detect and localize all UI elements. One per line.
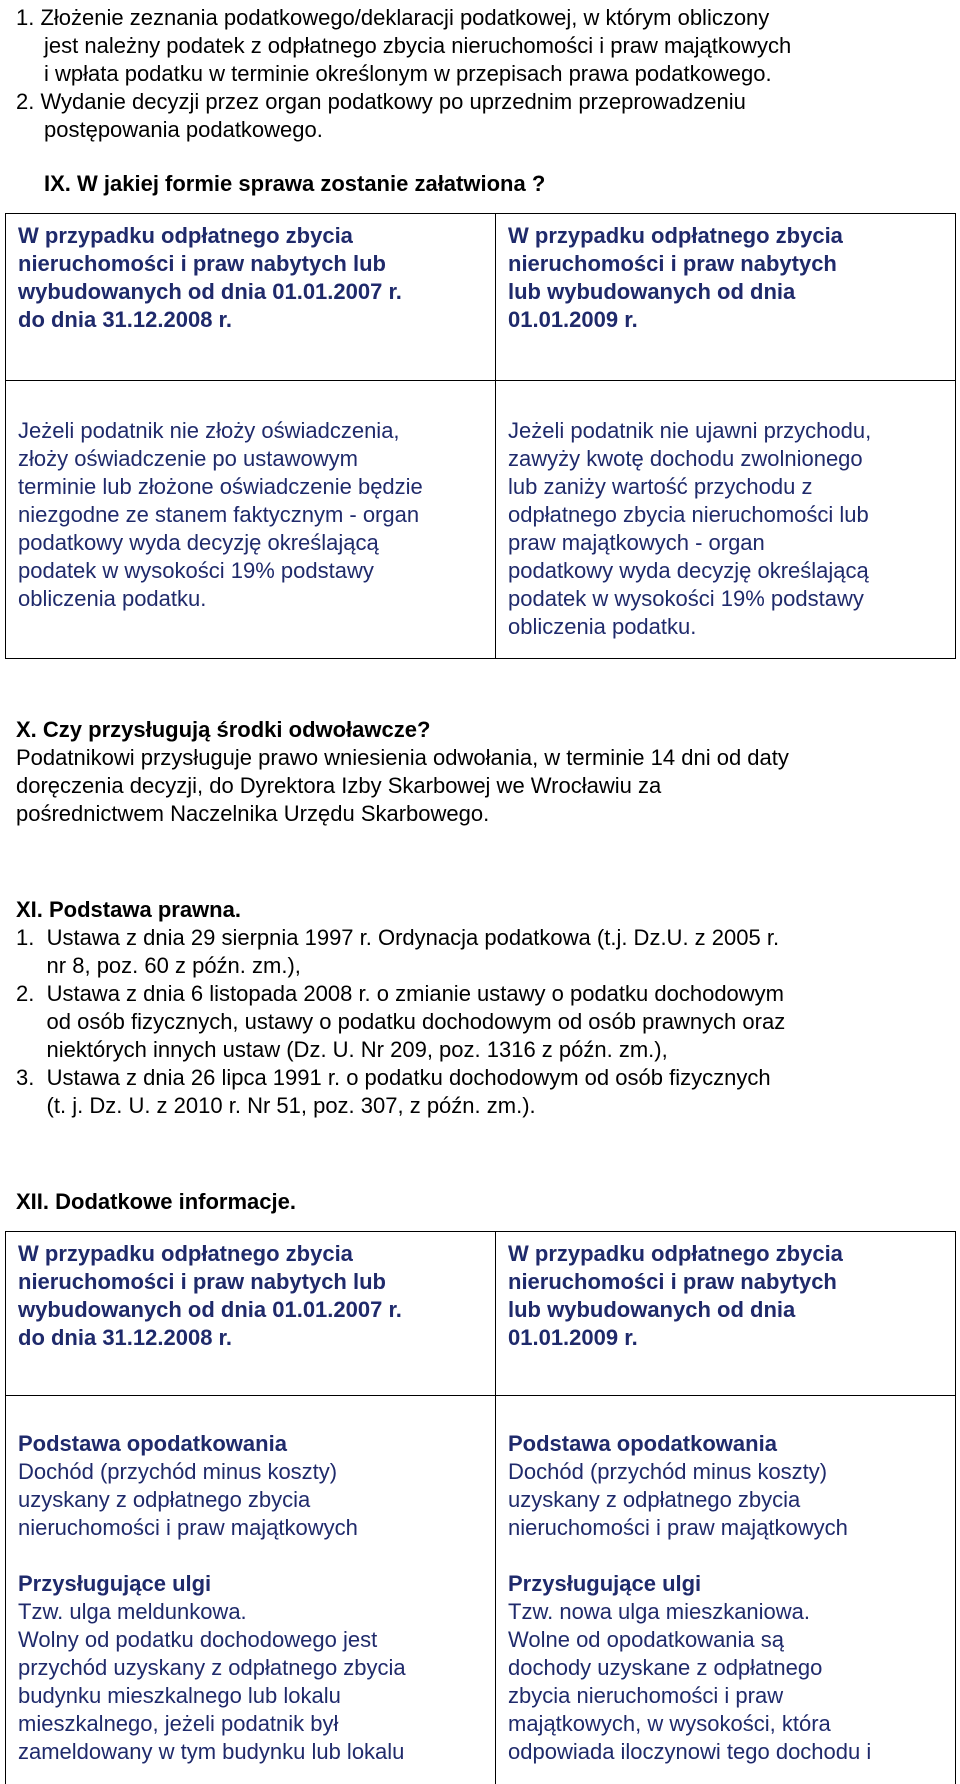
header-line: 01.01.2009 r.	[508, 307, 638, 332]
section-xii-table	[5, 1231, 956, 1784]
legal-item-2-line-3: niektórych innych ustaw (Dz. U. Nr 209, poz. 1316 z późn. zm.),	[16, 1037, 668, 1062]
body-line: podatek w wysokości 19% podstawy	[18, 558, 374, 583]
header-line: W przypadku odpłatnego zbycia	[18, 1241, 353, 1266]
legal-item-2-line-1: 2. Ustawa z dnia 6 listopada 2008 r. o zmianie ustawy o podatku dochodowym	[16, 981, 785, 1006]
section-ix-body-row	[6, 381, 956, 659]
relief-title: Przysługujące ulgi	[508, 1571, 702, 1596]
header-line: do dnia 31.12.2008 r.	[18, 307, 233, 332]
legal-item-1-line-1: 1. Ustawa z dnia 29 sierpnia 1997 r. Ordynacja podatkowa (t.j. Dz.U. z 2005 r.	[16, 925, 780, 950]
section-ix-header-right	[496, 214, 956, 381]
body-line: Jeżeli podatnik nie ujawni przychodu,	[508, 418, 872, 443]
intro-item-2-line-2: postępowania podatkowego.	[44, 117, 323, 142]
body-line: podatkowy wyda decyzję określającą	[508, 558, 869, 583]
header-line: nieruchomości i praw nabytych lub	[18, 251, 386, 276]
relief-line: Wolne od opodatkowania są	[508, 1627, 785, 1652]
section-x-line-3: pośrednictwem Naczelnika Urzędu Skarbowego.	[16, 801, 490, 826]
header-line: 01.01.2009 r.	[508, 1325, 638, 1350]
header-line: wybudowanych od dnia 01.01.2007 r.	[18, 279, 402, 304]
intro-item-2-line-1: 2. Wydanie decyzji przez organ podatkowy po uprzednim przeprowadzeniu	[16, 89, 746, 114]
body-line: odpłatnego zbycia nieruchomości lub	[508, 502, 869, 527]
relief-line: zameldowany w tym budynku lub lokalu	[18, 1739, 405, 1764]
relief-line: Tzw. ulga meldunkowa.	[18, 1599, 247, 1624]
section-xii-title: XII. Dodatkowe informacje.	[16, 1189, 296, 1214]
spacer	[508, 1542, 945, 1570]
tax-basis-line: uzyskany z odpłatnego zbycia	[18, 1487, 311, 1512]
relief-line: Tzw. nowa ulga mieszkaniowa.	[508, 1599, 811, 1624]
section-ix-title: IX. W jakiej formie sprawa zostanie załatwiona ?	[44, 171, 546, 196]
body-line: lub zaniży wartość przychodu z	[508, 474, 813, 499]
body-line: Jeżeli podatnik nie złoży oświadczenia,	[18, 418, 400, 443]
section-ix-header-left	[6, 214, 496, 381]
header-line: W przypadku odpłatnego zbycia	[18, 223, 353, 248]
relief-title: Przysługujące ulgi	[18, 1571, 212, 1596]
body-line: obliczenia podatku.	[508, 614, 697, 639]
header-line: W przypadku odpłatnego zbycia	[508, 223, 843, 248]
relief-line: odpowiada iloczynowi tego dochodu i	[508, 1739, 872, 1764]
body-line: podatkowy wyda decyzję określającą	[18, 530, 379, 555]
intro-item-1-line-3: i wpłata podatku w terminie określonym w przepisach prawa podatkowego.	[44, 61, 772, 86]
body-line: praw majątkowych - organ	[508, 530, 765, 555]
section-x-line-2: doręczenia decyzji, do Dyrektora Izby Skarbowej we Wrocławiu za	[16, 773, 662, 798]
legal-item-2-line-2: od osób fizycznych, ustawy o podatku dochodowym od osób prawnych oraz	[16, 1009, 786, 1034]
legal-item-3-line-1: 3. Ustawa z dnia 26 lipca 1991 r. o podatku dochodowym od osób fizycznych	[16, 1065, 771, 1090]
header-line: W przypadku odpłatnego zbycia	[508, 1241, 843, 1266]
section-ix-table	[5, 213, 956, 659]
section-ix-body-left	[6, 381, 496, 659]
body-line: zawyży kwotę dochodu zwolnionego	[508, 446, 863, 471]
relief-line: przychód uzyskany z odpłatnego zbycia	[18, 1655, 406, 1680]
body-line: terminie lub złożone oświadczenie będzie	[18, 474, 423, 499]
relief-line: dochody uzyskane z odpłatnego	[508, 1655, 823, 1680]
section-xii-body-left	[6, 1396, 496, 1784]
section-xi-title: XI. Podstawa prawna.	[16, 897, 241, 922]
relief-line: majątkowych, w wysokości, która	[508, 1711, 831, 1736]
tax-basis-title: Podstawa opodatkowania	[508, 1431, 777, 1456]
section-xii-body-row	[6, 1396, 956, 1784]
relief-line: mieszkalnego, jeżeli podatnik był	[18, 1711, 339, 1736]
section-x-title: X. Czy przysługują środki odwoławcze?	[16, 717, 431, 742]
relief-line: Wolny od podatku dochodowego jest	[18, 1627, 378, 1652]
intro-item-1-line-2: jest należny podatek z odpłatnego zbycia nieruchomości i praw majątkowych	[44, 33, 792, 58]
tax-basis-line: uzyskany z odpłatnego zbycia	[508, 1487, 801, 1512]
header-line: nieruchomości i praw nabytych lub	[18, 1269, 386, 1294]
body-line: podatek w wysokości 19% podstawy	[508, 586, 864, 611]
header-line: lub wybudowanych od dnia	[508, 279, 796, 304]
body-line: złoży oświadczenie po ustawowym	[18, 446, 358, 471]
header-line: nieruchomości i praw nabytych	[508, 1269, 837, 1294]
header-line: wybudowanych od dnia 01.01.2007 r.	[18, 1297, 402, 1322]
section-ix-body-right	[496, 381, 956, 659]
section-xii-header-right	[496, 1232, 956, 1396]
section-xii-body-right	[496, 1396, 956, 1784]
legal-item-3-line-2: (t. j. Dz. U. z 2010 r. Nr 51, poz. 307, z późn. zm.).	[16, 1093, 536, 1118]
spacer	[18, 1542, 485, 1570]
section-ix-header-row	[6, 214, 956, 381]
body-line: niezgodne ze stanem faktycznym - organ	[18, 502, 420, 527]
body-line: obliczenia podatku.	[18, 586, 207, 611]
section-x-line-1: Podatnikowi przysługuje prawo wniesienia odwołania, w terminie 14 dni od daty	[16, 745, 789, 770]
tax-basis-title: Podstawa opodatkowania	[18, 1431, 287, 1456]
legal-item-1-line-2: nr 8, poz. 60 z późn. zm.),	[16, 953, 301, 978]
intro-item-1-line-1: 1. Złożenie zeznania podatkowego/deklaracji podatkowej, w którym obliczony	[16, 5, 770, 30]
section-xii-header-left	[6, 1232, 496, 1396]
header-line: lub wybudowanych od dnia	[508, 1297, 796, 1322]
header-line: do dnia 31.12.2008 r.	[18, 1325, 233, 1350]
tax-basis-line: nieruchomości i praw majątkowych	[508, 1515, 848, 1540]
relief-line: budynku mieszkalnego lub lokalu	[18, 1683, 341, 1708]
relief-line: zbycia nieruchomości i praw	[508, 1683, 784, 1708]
section-xii-header-row	[6, 1232, 956, 1396]
tax-basis-line: Dochód (przychód minus koszty)	[18, 1459, 338, 1484]
tax-basis-line: nieruchomości i praw majątkowych	[18, 1515, 358, 1540]
header-line: nieruchomości i praw nabytych	[508, 251, 837, 276]
tax-basis-line: Dochód (przychód minus koszty)	[508, 1459, 828, 1484]
